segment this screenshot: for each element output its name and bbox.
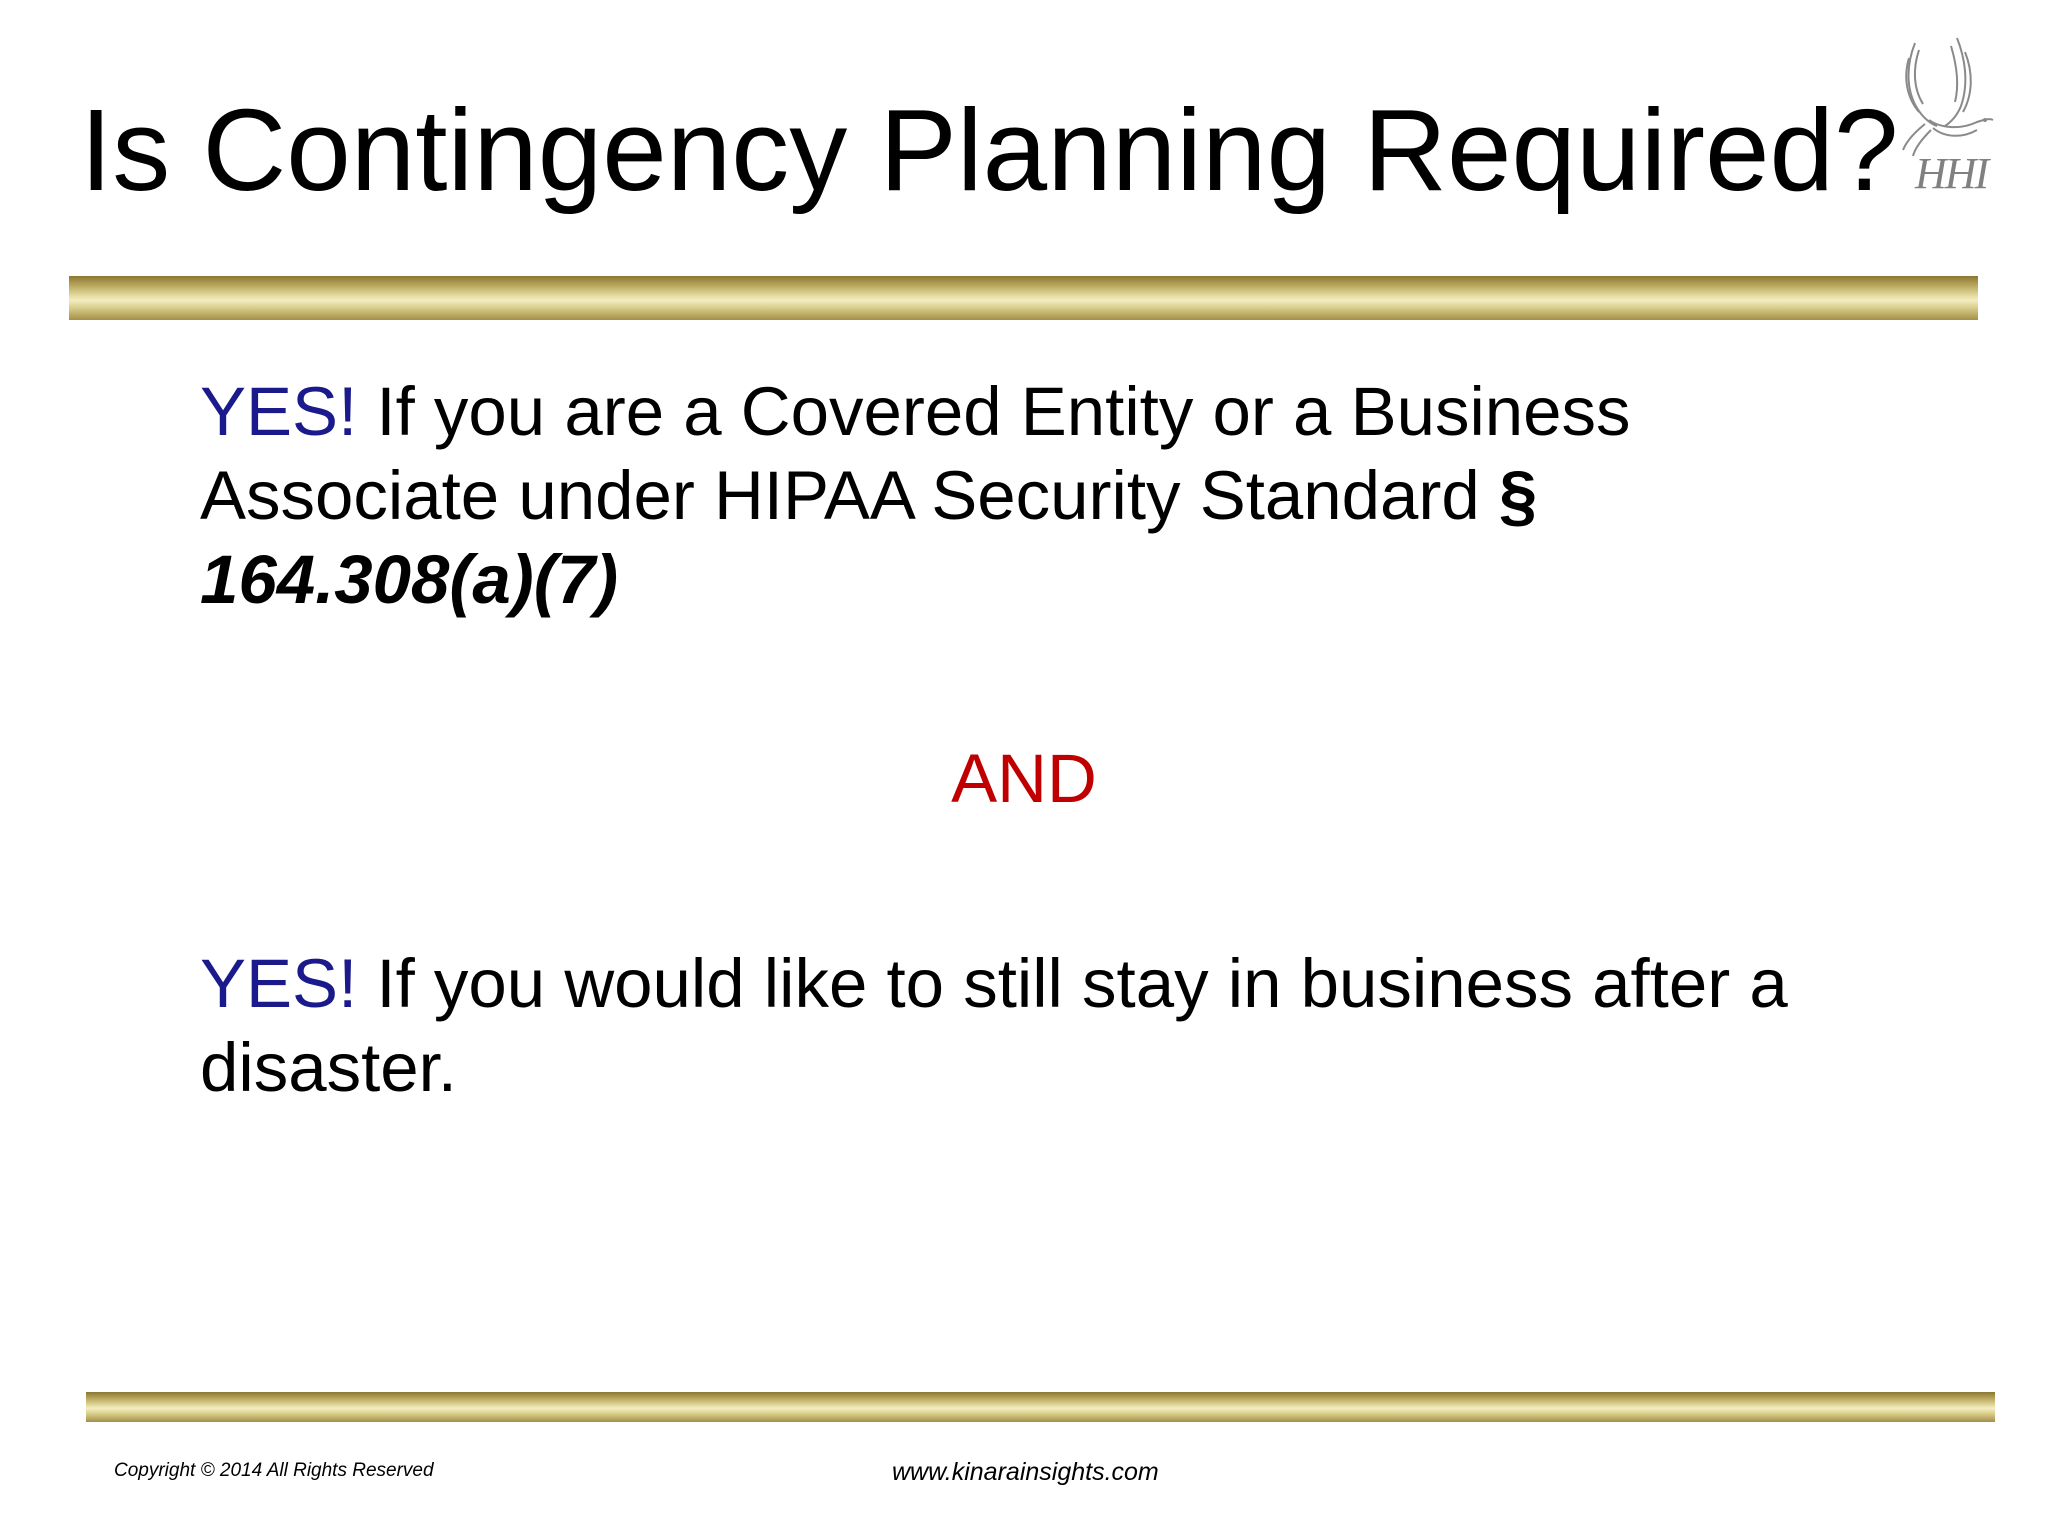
copyright-notice: Copyright © 2014 All Rights Reserved <box>114 1460 434 1481</box>
regulation-reference: 164.308(a)(7) <box>200 541 619 618</box>
section-symbol: § <box>1498 457 1538 534</box>
paragraph-covered-entity <box>200 370 1880 622</box>
paragraph-1-text: If you are a Covered Entity or a Business Associate under HIPAA Security Standard <box>200 373 1631 534</box>
bottom-divider-bar <box>86 1392 1995 1422</box>
website-url: www.kinarainsights.com <box>892 1458 1159 1486</box>
yes-label-1: YES! <box>200 373 358 450</box>
and-connector: AND <box>951 740 1097 817</box>
yes-label-2: YES! <box>200 945 358 1022</box>
logo-text: HHI <box>1915 149 1988 198</box>
top-divider-bar <box>69 276 1978 320</box>
hhi-logo <box>1885 28 2005 203</box>
slide-title: Is Contingency Planning Required? <box>80 85 1899 215</box>
paragraph-stay-in-business <box>200 942 1880 1110</box>
paragraph-2-text: If you would like to still stay in business after a disaster. <box>200 945 1788 1106</box>
